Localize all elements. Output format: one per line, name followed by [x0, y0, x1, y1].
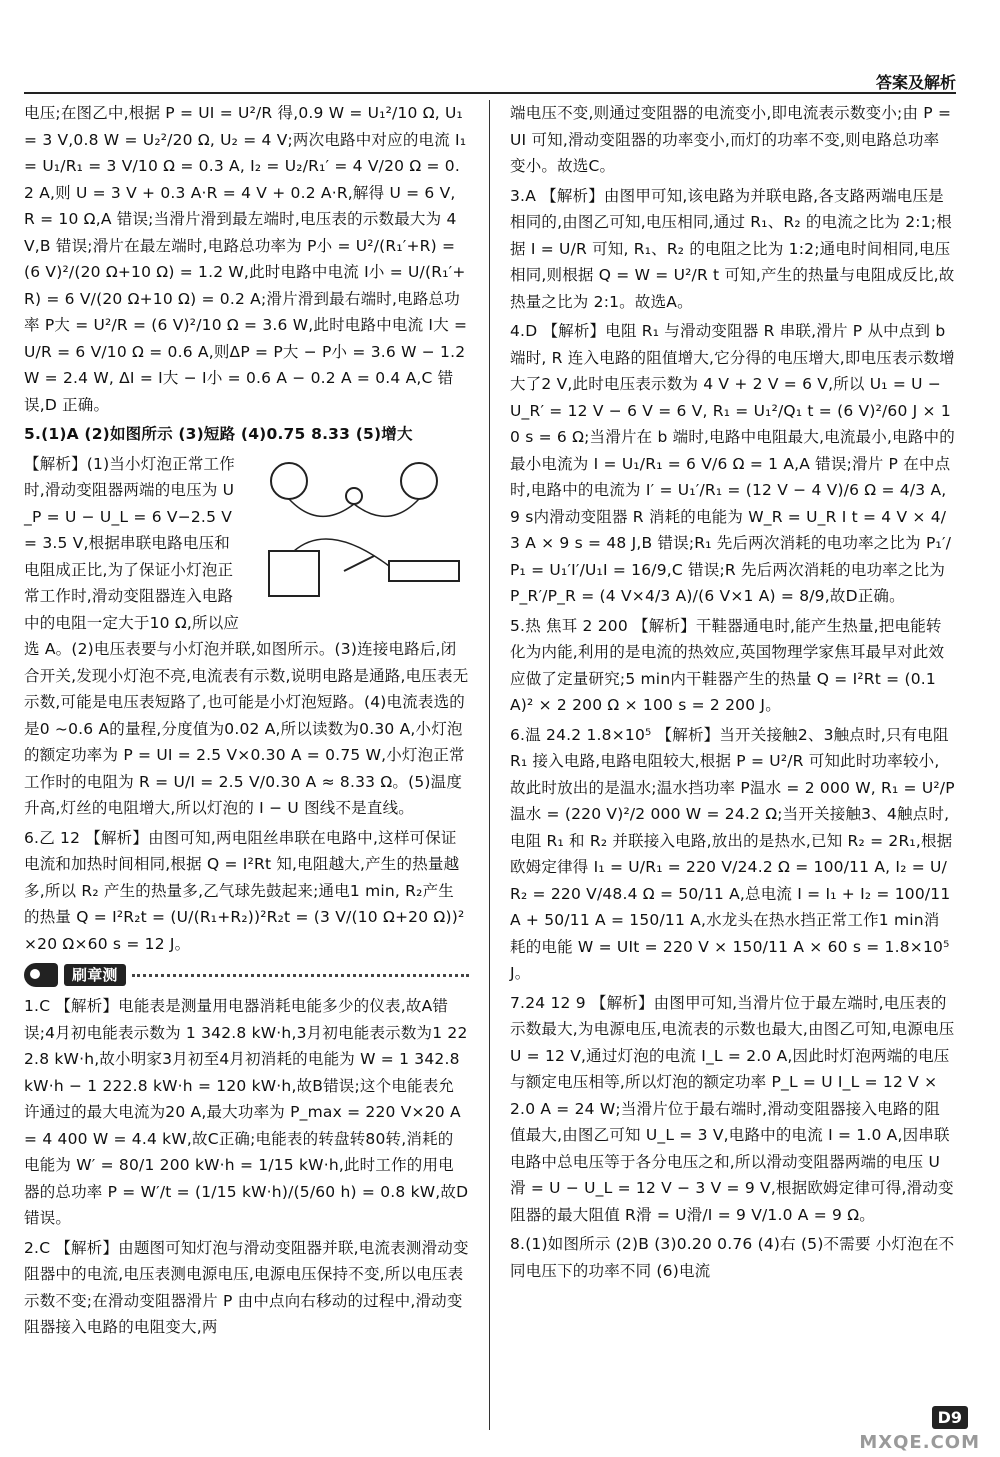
header-rule — [24, 92, 956, 94]
right-para-2: 3.A 【解析】由图甲可知,该电路为并联电路,各支路两端电压是相同的,由图乙可知,电压相同,通过 R₁、R₂ 的电流之比为 2:1;根据 I = U/R 可知, R₁、R₂ 的电阻之比为 1:2;通电时间相同,电压相同,则根据 Q = W = U²/R t 可知,产生的热量与电阻成反比,故热量之比为 2:1。故选A。 — [510, 186, 955, 311]
left-para-1: 电压;在图乙中,根据 P = UI = U²/R 得,0.9 W = U₁²/10 Ω, U₁ = 3 V,0.8 W = U₂²/20 Ω, U₂ = 4 V;两次电路中对应的电流 I₁ = U₁/R₁ = 3 V/10 Ω = 0.3 A, I₂ = U₂/R₁′ = 4 V/20 Ω = 0.2 A,则 U = 3 V + 0.3 A·R = 4 V + 0.2 A·R,解得 U = 6 V, R = 10 Ω,A 错误;当滑片滑到最左端时,电压表的示数最大为 4 V,B 错误;滑片在最左端时,电路总功率为 P小 = U²/(R₁′+R) = (6 V)²/(20 Ω+10 Ω) = 1.2 W,此时电路中电流 I小 = U/(R₁′+R) = 6 V/(20 Ω+10 Ω) = 0.2 A;滑片滑到最右端时,电路总功率 P大 = U²/R = (6 V)²/10 Ω = 3.6 W,此时电路中电流 I大 = U/R = 6 V/10 Ω = 0.6 A,则ΔP = P大 − P小 = 3.6 W − 1.2 W = 2.4 W, ΔI = I大 − I小 = 0.6 A − 0.2 A = 0.4 A,C 错误,D 正确。 — [24, 104, 468, 414]
left-para-6: 2.C 【解析】由题图可知灯泡与滑动变阻器并联,电流表测滑动变阻器中的电流,电压表测电源电压,电源电压保持不变,所以电压表示数不变;在滑动变阻器滑片 P 由中点向右移动的过程中,滑动变阻器接入电路的电阻变大,两 — [24, 1238, 469, 1336]
circuit-figure — [249, 451, 469, 611]
watermark: MXQE.COM — [859, 1432, 980, 1453]
pencil-icon — [24, 963, 58, 987]
right-para-7: 8.(1)如图所示 (2)B (3)0.20 0.76 (4)右 (5)不需要 小灯泡在不同电压下的功率不同 (6)电流 — [510, 1235, 955, 1280]
right-para-1: 端电压不变,则通过变阻器的电流变小,即电流表示数变小;由 P = UI 可知,滑动变阻器的功率变小,而灯的功率不变,则电路总功率变小。故选C。 — [510, 104, 952, 175]
section-banner — [24, 963, 469, 987]
right-para-6: 7.24 12 9 【解析】由图甲可知,当滑片位于最左端时,电压表的示数最大,为电源电压,电流表的示数也最大,由图乙可知,电源电压U = 12 V,通过灯泡的电流 I_L = 2.0 A,因此时灯泡两端的电压与额定电压相等,所以灯泡的额定功率 P_L = U I_L = 12 V × 2.0 A = 24 W;当滑片位于最右端时,滑动变阻器接入电路的阻值最大,由图乙可知 U_L = 3 V,电路中的电流 I = 1.0 A,因串联电路中总电压等于各分电压之和,所以滑动变阻器两端的电压 U滑 = U − U_L = 12 V − 3 V = 9 V,根据欧姆定律可得,滑动变阻器的最大阻值 R滑 = U滑/I = 9 V/1.0 A = 9 Ω。 — [510, 993, 955, 1224]
right-para-4: 5.热 焦耳 2 200 【解析】干鞋器通电时,能产生热量,把电能转化为内能,利用的是电流的热效应,英国物理学家焦耳最早对此效应做了定量研究;5 min内干鞋器产生的热量 Q = I²Rt = (0.1 A)² × 2 200 Ω × 100 s = 2 200 J。 — [510, 616, 945, 714]
banner-divider — [132, 974, 469, 977]
left-para-2: 5.(1)A (2)如图所示 (3)短路 (4)0.75 8.33 (5)增大 — [24, 425, 413, 443]
left-para-4: 6.乙 12 【解析】由图可知,两电阻丝串联在电路中,这样可保证电流和加热时间相同,根据 Q = I²Rt 知,电阻越大,产生的热量越多,所以 R₂ 产生的热量多,乙气球先鼓起来;通电1 min, R₂产生的热量 Q = I²R₂t = (U/(R₁+R₂))²R₂t = (3 V/(10 Ω+20 Ω))² ×20 Ω×60 s = 12 J。 — [24, 828, 465, 953]
left-para-3: 【解析】(1)当小灯泡正常工作时,滑动变阻器两端的电压为 U_P = U − U_L = 6 V−2.5 V = 3.5 V,根据串联电路电压和电阻成正比,为了保证小灯泡正常工作时,滑动变阻器连入电路中的电阻一定大于10 Ω,所以应选 A。(2)电压表要与小灯泡并联,如图所示。(3)连接电路后,闭合开关,发现小灯泡不亮,电流表有示数,说明电路是通路,电压表无示数,可能是电压表短路了,也可能是小灯泡短路。(4)电流表选的是0 ~0.6 A的量程,分度值为0.02 A,所以读数为0.30 A,小灯泡的额定功率为 P = UI = 2.5 V×0.30 A = 0.75 W,小灯泡正常工作时的电阻为 R = U/I = 2.5 V/0.30 A ≈ 8.33 Ω。(5)温度升高,灯丝的电阻增大,所以灯泡的 I − U 图线不是直线。 — [24, 454, 469, 817]
right-column — [510, 100, 955, 1287]
page-number: D9 — [932, 1406, 968, 1429]
section-label: 刷章测 — [64, 964, 126, 986]
right-para-3: 4.D 【解析】电阻 R₁ 与滑动变阻器 R 串联,滑片 P 从中点到 b 端时, R 连入电路的阻值增大,它分得的电压增大,即电压表示数增大了2 V,此时电压表示数为 4 V + 2 V = 6 V,所以 U₁ = U − U_R′ = 12 V − 6 V = 6 V, R₁ = U₁²/Q₁ t = (6 V)²/60 J × 10 s = 6 Ω;当滑片在 b 端时,电路中电阻最大,电流最小,电路中的最小电流为 I = U₁/R₁ = 6 V/6 Ω = 1 A,A 错误;滑片 P 在中点时,电路中的电流为 I′ = U₁′/R₁ = (12 V − 4 V)/6 Ω = 4/3 A,9 s内滑动变阻器 R 消耗的电能为 W_R = U_R I t = 4 V × 4/3 A × 9 s = 48 J,B 错误;R₁ 先后两次消耗的电功率之比为 P₁′/P₁ = U₁′I′/U₁I = 16/9,C 错误;R 先后两次消耗的电功率之比为 P_R′/P_R = (4 V×4/3 A)/(6 V×1 A) = 8/9,故D正确。 — [510, 322, 955, 605]
circuit-diagram-icon — [249, 451, 469, 611]
column-divider — [489, 100, 490, 1430]
header-title: 答案及解析 — [875, 73, 956, 92]
left-column — [24, 100, 469, 1344]
right-para-5: 6.温 24.2 1.8×10⁵ 【解析】当开关接触2、3触点时,只有电阻 R₁ 接入电路,电路电阻较大,根据 P = U²/R 可知此时功率较小,故此时放出的是温水;温水挡功率 P温水 = 2 000 W, R₁ = U²/P温水 = (220 V)²/2 000 W = 24.2 Ω;当开关接触3、4触点时,电阻 R₁ 和 R₂ 并联接入电路,放出的是热水,已知 R₂ = 2R₁,根据欧姆定律得 I₁ = U/R₁ = 220 V/24.2 Ω = 100/11 A, I₂ = U/R₂ = 220 V/48.4 Ω = 50/11 A,总电流 I = I₁ + I₂ = 100/11 A + 50/11 A = 150/11 A,水龙头在热水挡正常工作1 min消耗的电能 W = UIt = 220 V × 150/11 A × 60 s = 1.8×10⁵ J。 — [510, 725, 955, 982]
left-para-5: 1.C 【解析】电能表是测量用电器消耗电能多少的仪表,故A错误;4月初电能表示数为 1 342.8 kW·h,3月初电能表示数为1 222.8 kW·h,故小明家3月初至4月初消耗的电能为 W = 1 342.8 kW·h − 1 222.8 kW·h = 120 kW·h,故B错误;这个电能表允许通过的最大电流为20 A,最大功率为 P_max = 220 V×20 A = 4 400 W = 4.4 kW,故C正确;电能表的转盘转80转,消耗的电能为 W′ = 80/1 200 kW·h = 1/15 kW·h,此时工作的用电器的总功率 P = W′/t = (1/15 kW·h)/(5/60 h) = 0.8 kW,故D错误。 — [24, 997, 469, 1227]
page-header — [0, 0, 1000, 96]
